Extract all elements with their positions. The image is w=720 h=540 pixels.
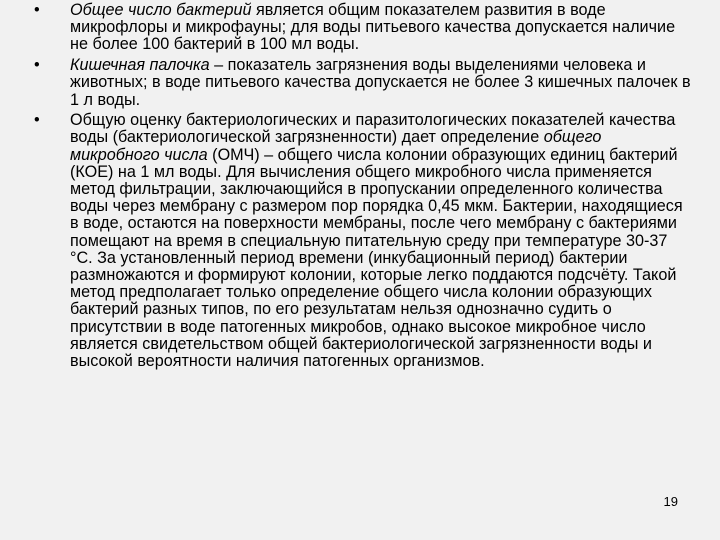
bullet-term: Кишечная палочка: [70, 56, 210, 75]
bullet-item-e-coli: [34, 57, 694, 109]
bullet-list: [34, 2, 694, 374]
bullet-term: Общее число бактерий: [70, 1, 252, 19]
bullet-text-after: (ОМЧ) – общего числа колонии образующих единиц бактерий (КОЕ) на 1 мл воды. Для вычисления общего микробного числа применяется метод фильтрации, заключающийся в пропускании определенного количества воды через мембрану с размером пор порядка 0,45 мкм. Бактерии, находящиеся в воде, остаются на поверхности мембраны, после чего мембрану с бактериями помещают на время в специальную питательную среду при температуре 30-37 °С. За установленный период времени (инкубационный период) бактерии размножаются и формируют колонии, которые легко поддаются подсчёту. Такой метод предполагает только определение общего числа колонии образующих бактерий разных типов, по его результатам нельзя однозначно судить о присутствии в воде патогенных микробов, однако высокое микробное число является свидетельством общей бактериологической загрязненности воды и высокой вероятности наличия патогенных организмов.: [70, 145, 683, 371]
bullet-text: – показатель загрязнения воды выделениями человека и животных; в воде питьевого качества допускается не более 3 кишечных палочек в 1 л воды.: [70, 56, 691, 109]
page-number: 19: [663, 494, 678, 509]
bullet-item-total-bacteria: [34, 2, 694, 54]
bullet-term: общего микробного числа: [70, 128, 602, 164]
bullet-icon: •: [34, 56, 40, 75]
bullet-item-microbial-number: [34, 112, 694, 370]
bullet-text: является общим показателем развития в воде микрофлоры и микрофауны; для воды питьевого качества допускается наличие не более 100 бактерий в 100 мл воды.: [70, 1, 676, 54]
bullet-text-before: Общую оценку бактериологических и паразитологических показателей качества воды (бактериологической загрязненности) дает определение: [70, 111, 676, 147]
bullet-icon: •: [34, 111, 40, 130]
bullet-icon: •: [34, 1, 40, 19]
